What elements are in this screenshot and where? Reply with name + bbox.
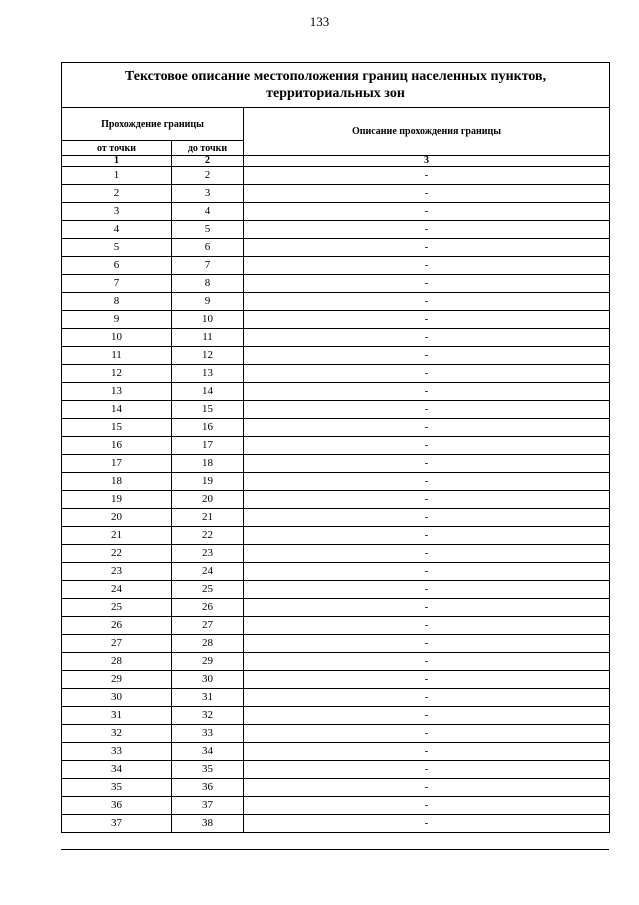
table-row xyxy=(62,239,610,257)
from-point-cell: 20 xyxy=(62,509,172,527)
table-row xyxy=(62,509,610,527)
from-point-cell: 16 xyxy=(62,437,172,455)
to-point-cell: 9 xyxy=(172,293,244,311)
table-row xyxy=(62,383,610,401)
table-row xyxy=(62,347,610,365)
description-cell: - xyxy=(244,401,610,419)
table-row xyxy=(62,599,610,617)
table-row xyxy=(62,491,610,509)
to-point-cell: 10 xyxy=(172,311,244,329)
to-point-cell: 24 xyxy=(172,563,244,581)
from-point-cell: 28 xyxy=(62,653,172,671)
to-point-cell: 11 xyxy=(172,329,244,347)
from-point-cell: 31 xyxy=(62,707,172,725)
to-point-cell: 13 xyxy=(172,365,244,383)
from-point-cell: 1 xyxy=(62,167,172,185)
table-row xyxy=(62,617,610,635)
description-cell: - xyxy=(244,185,610,203)
from-point-cell: 8 xyxy=(62,293,172,311)
description-cell: - xyxy=(244,671,610,689)
to-point-cell: 6 xyxy=(172,239,244,257)
description-cell: - xyxy=(244,365,610,383)
description-cell: - xyxy=(244,653,610,671)
from-point-cell: 4 xyxy=(62,221,172,239)
to-point-cell: 22 xyxy=(172,527,244,545)
from-point-cell: 3 xyxy=(62,203,172,221)
description-cell: - xyxy=(244,257,610,275)
to-point-cell: 26 xyxy=(172,599,244,617)
from-point-cell: 19 xyxy=(62,491,172,509)
description-cell: - xyxy=(244,329,610,347)
to-point-cell: 2 xyxy=(172,167,244,185)
to-point-cell: 38 xyxy=(172,815,244,833)
description-cell: - xyxy=(244,383,610,401)
to-point-cell: 3 xyxy=(172,185,244,203)
from-point-cell: 15 xyxy=(62,419,172,437)
to-point-header: до точки xyxy=(172,141,244,156)
description-cell: - xyxy=(244,275,610,293)
table-row xyxy=(62,779,610,797)
table-body xyxy=(62,167,610,833)
table-row xyxy=(62,203,610,221)
description-cell: - xyxy=(244,167,610,185)
group-header: Прохождение границы xyxy=(62,108,244,141)
table-row xyxy=(62,635,610,653)
from-point-cell: 5 xyxy=(62,239,172,257)
table-row xyxy=(62,761,610,779)
to-point-cell: 18 xyxy=(172,455,244,473)
table-row xyxy=(62,257,610,275)
to-point-cell: 27 xyxy=(172,617,244,635)
table-row xyxy=(62,671,610,689)
from-point-cell: 34 xyxy=(62,761,172,779)
to-point-cell: 19 xyxy=(172,473,244,491)
column-number: 1 xyxy=(62,156,172,167)
description-cell: - xyxy=(244,743,610,761)
column-number-row xyxy=(62,156,610,167)
from-point-cell: 36 xyxy=(62,797,172,815)
table-row xyxy=(62,815,610,833)
to-point-cell: 7 xyxy=(172,257,244,275)
from-point-cell: 7 xyxy=(62,275,172,293)
from-point-cell: 37 xyxy=(62,815,172,833)
to-point-cell: 23 xyxy=(172,545,244,563)
description-cell: - xyxy=(244,509,610,527)
description-cell: - xyxy=(244,545,610,563)
from-point-cell: 18 xyxy=(62,473,172,491)
from-point-cell: 12 xyxy=(62,365,172,383)
to-point-cell: 20 xyxy=(172,491,244,509)
description-cell: - xyxy=(244,203,610,221)
description-cell: - xyxy=(244,797,610,815)
table-row xyxy=(62,563,610,581)
from-point-cell: 11 xyxy=(62,347,172,365)
description-cell: - xyxy=(244,815,610,833)
to-point-cell: 8 xyxy=(172,275,244,293)
table-row xyxy=(62,329,610,347)
to-point-cell: 37 xyxy=(172,797,244,815)
to-point-cell: 28 xyxy=(172,635,244,653)
table-row xyxy=(62,545,610,563)
description-cell: - xyxy=(244,419,610,437)
description-cell: - xyxy=(244,599,610,617)
table-title-line2: территориальных зон xyxy=(266,86,405,101)
page-number: 133 xyxy=(309,14,330,29)
table-row xyxy=(62,419,610,437)
to-point-cell: 21 xyxy=(172,509,244,527)
from-point-cell: 33 xyxy=(62,743,172,761)
description-cell: - xyxy=(244,761,610,779)
description-cell: - xyxy=(244,527,610,545)
from-point-cell: 25 xyxy=(62,599,172,617)
description-cell: - xyxy=(244,437,610,455)
from-point-cell: 23 xyxy=(62,563,172,581)
description-cell: - xyxy=(244,635,610,653)
to-point-cell: 35 xyxy=(172,761,244,779)
description-cell: - xyxy=(244,311,610,329)
table-row xyxy=(62,293,610,311)
description-cell: - xyxy=(244,221,610,239)
from-point-cell: 6 xyxy=(62,257,172,275)
from-point-cell: 35 xyxy=(62,779,172,797)
table-row xyxy=(62,581,610,599)
from-point-cell: 14 xyxy=(62,401,172,419)
table-row xyxy=(62,797,610,815)
from-point-cell: 26 xyxy=(62,617,172,635)
description-header: Описание прохождения границы xyxy=(244,108,610,156)
from-point-cell: 27 xyxy=(62,635,172,653)
table-row xyxy=(62,275,610,293)
from-point-cell: 17 xyxy=(62,455,172,473)
table-row xyxy=(62,455,610,473)
table-row xyxy=(62,689,610,707)
table-row xyxy=(62,311,610,329)
from-point-cell: 13 xyxy=(62,383,172,401)
description-cell: - xyxy=(244,581,610,599)
to-point-cell: 14 xyxy=(172,383,244,401)
from-point-cell: 2 xyxy=(62,185,172,203)
description-cell: - xyxy=(244,473,610,491)
table-row xyxy=(62,527,610,545)
to-point-cell: 16 xyxy=(172,419,244,437)
from-point-cell: 10 xyxy=(62,329,172,347)
description-cell: - xyxy=(244,455,610,473)
description-cell: - xyxy=(244,707,610,725)
table-title-line1: Текстовое описание местоположения границ населенных пунктов, xyxy=(124,69,547,84)
table-row xyxy=(62,221,610,239)
to-point-cell: 25 xyxy=(172,581,244,599)
to-point-cell: 31 xyxy=(172,689,244,707)
table-row xyxy=(62,185,610,203)
from-point-cell: 24 xyxy=(62,581,172,599)
from-point-cell: 22 xyxy=(62,545,172,563)
table-row xyxy=(62,653,610,671)
to-point-cell: 32 xyxy=(172,707,244,725)
to-point-cell: 4 xyxy=(172,203,244,221)
table-row xyxy=(62,167,610,185)
from-point-cell: 9 xyxy=(62,311,172,329)
table-row xyxy=(62,707,610,725)
from-point-header: от точки xyxy=(62,141,172,156)
description-cell: - xyxy=(244,239,610,257)
table-title xyxy=(62,63,610,108)
to-point-cell: 30 xyxy=(172,671,244,689)
to-point-cell: 29 xyxy=(172,653,244,671)
to-point-cell: 15 xyxy=(172,401,244,419)
description-cell: - xyxy=(244,779,610,797)
column-number: 2 xyxy=(172,156,244,167)
description-cell: - xyxy=(244,491,610,509)
to-point-cell: 36 xyxy=(172,779,244,797)
table-row xyxy=(62,365,610,383)
description-cell: - xyxy=(244,563,610,581)
boundary-description-table xyxy=(61,62,610,833)
column-number: 3 xyxy=(244,156,610,167)
from-point-cell: 21 xyxy=(62,527,172,545)
description-cell: - xyxy=(244,725,610,743)
from-point-cell: 32 xyxy=(62,725,172,743)
to-point-cell: 34 xyxy=(172,743,244,761)
bottom-rule xyxy=(61,849,609,850)
table-row xyxy=(62,437,610,455)
from-point-cell: 30 xyxy=(62,689,172,707)
table-row xyxy=(62,473,610,491)
to-point-cell: 12 xyxy=(172,347,244,365)
description-cell: - xyxy=(244,347,610,365)
table-row xyxy=(62,725,610,743)
to-point-cell: 5 xyxy=(172,221,244,239)
description-cell: - xyxy=(244,617,610,635)
from-point-cell: 29 xyxy=(62,671,172,689)
to-point-cell: 33 xyxy=(172,725,244,743)
to-point-cell: 17 xyxy=(172,437,244,455)
description-cell: - xyxy=(244,689,610,707)
description-cell: - xyxy=(244,293,610,311)
table-row xyxy=(62,401,610,419)
table-row xyxy=(62,743,610,761)
